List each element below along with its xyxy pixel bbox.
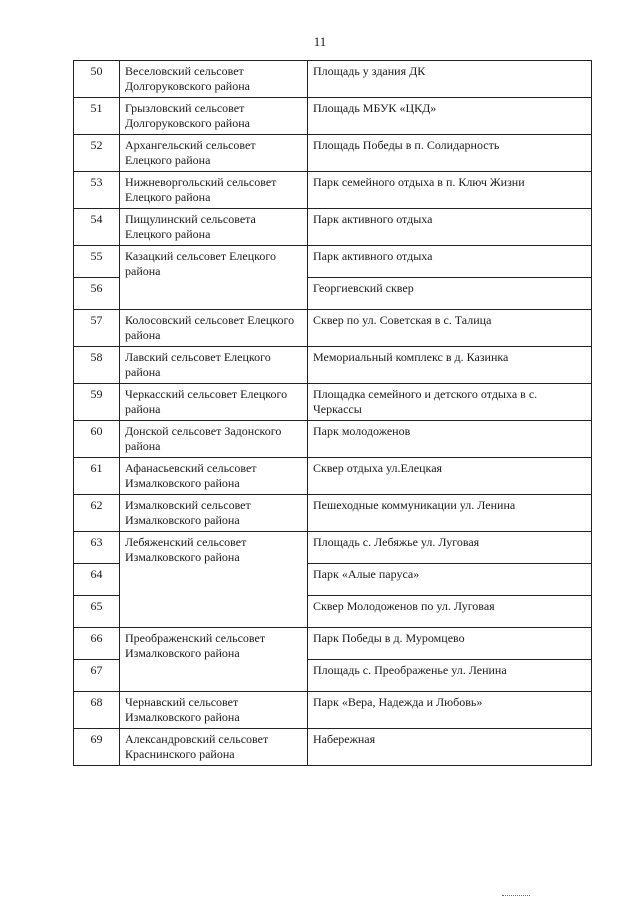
council-cell: Пищулинский сельсовета Елецкого района (120, 209, 308, 246)
table-row (74, 495, 592, 532)
row-number: 66 (74, 628, 120, 660)
table-row (74, 172, 592, 209)
place-cell: Площадка семейного и детского отдыха в с. Черкассы (308, 384, 592, 421)
council-cell: Веселовский сельсовет Долгоруковского района (120, 61, 308, 98)
row-number: 64 (74, 564, 120, 596)
council-cell: Лавский сельсовет Елецкого района (120, 347, 308, 384)
place-cell: Парк «Алые паруса» (308, 564, 592, 596)
table-row (74, 628, 592, 660)
place-cell: Парк активного отдыха (308, 209, 592, 246)
place-cell: Георгиевский сквер (308, 278, 592, 310)
council-cell: Архангельский сельсовет Елецкого района (120, 135, 308, 172)
place-cell: Площадь с. Лебяжье ул. Луговая (308, 532, 592, 564)
place-cell: Парк «Вера, Надежда и Любовь» (308, 692, 592, 729)
place-cell: Парк активного отдыха (308, 246, 592, 278)
row-number: 52 (74, 135, 120, 172)
row-number: 63 (74, 532, 120, 564)
council-cell: Измалковский сельсовет Измалковского района (120, 495, 308, 532)
row-number: 50 (74, 61, 120, 98)
row-number: 59 (74, 384, 120, 421)
place-cell: Площадь с. Преображенье ул. Ленина (308, 660, 592, 692)
row-number: 57 (74, 310, 120, 347)
table-row (74, 692, 592, 729)
place-cell: Сквер по ул. Советская в с. Талица (308, 310, 592, 347)
row-number: 58 (74, 347, 120, 384)
table-row (74, 98, 592, 135)
council-cell: Донской сельсовет Задонского района (120, 421, 308, 458)
table-row (74, 209, 592, 246)
table-row (74, 421, 592, 458)
council-cell: Нижневоргольский сельсовет Елецкого района (120, 172, 308, 209)
table-row (74, 347, 592, 384)
row-number: 68 (74, 692, 120, 729)
council-cell: Грызловский сельсовет Долгоруковского района (120, 98, 308, 135)
council-cell: Колосовский сельсовет Елецкого района (120, 310, 308, 347)
table-row (74, 458, 592, 495)
row-number: 62 (74, 495, 120, 532)
place-cell: Площадь Победы в п. Солидарность (308, 135, 592, 172)
row-number: 56 (74, 278, 120, 310)
place-cell: Парк Победы в д. Муромцево (308, 628, 592, 660)
places-table (73, 60, 592, 766)
page-number: 11 (313, 34, 327, 49)
table-row (74, 310, 592, 347)
row-number: 54 (74, 209, 120, 246)
row-number: 60 (74, 421, 120, 458)
council-cell: Лебяженский сельсовет Измалковского района (120, 532, 308, 628)
council-cell: Александровский сельсовет Краснинского района (120, 729, 308, 766)
scan-mark (502, 895, 530, 899)
place-cell: Сквер отдыха ул.Елецкая (308, 458, 592, 495)
table-row (74, 532, 592, 564)
row-number: 61 (74, 458, 120, 495)
place-cell: Парк семейного отдыха в п. Ключ Жизни (308, 172, 592, 209)
council-cell: Казацкий сельсовет Елецкого района (120, 246, 308, 310)
place-cell: Площадь МБУК «ЦКД» (308, 98, 592, 135)
place-cell: Набережная (308, 729, 592, 766)
row-number: 67 (74, 660, 120, 692)
council-cell: Чернавский сельсовет Измалковского района (120, 692, 308, 729)
place-cell: Парк молодоженов (308, 421, 592, 458)
table-row (74, 384, 592, 421)
row-number: 53 (74, 172, 120, 209)
council-cell: Преображенский сельсовет Измалковского района (120, 628, 308, 692)
place-cell: Мемориальный комплекс в д. Казинка (308, 347, 592, 384)
row-number: 51 (74, 98, 120, 135)
row-number: 69 (74, 729, 120, 766)
place-cell: Сквер Молодоженов по ул. Луговая (308, 596, 592, 628)
row-number: 65 (74, 596, 120, 628)
place-cell: Пешеходные коммуникации ул. Ленина (308, 495, 592, 532)
table-row (74, 246, 592, 278)
row-number: 55 (74, 246, 120, 278)
table-row (74, 135, 592, 172)
council-cell: Черкасский сельсовет Елецкого района (120, 384, 308, 421)
council-cell: Афанасьевский сельсовет Измалковского района (120, 458, 308, 495)
table-row (74, 61, 592, 98)
table-row (74, 729, 592, 766)
place-cell: Площадь у здания ДК (308, 61, 592, 98)
